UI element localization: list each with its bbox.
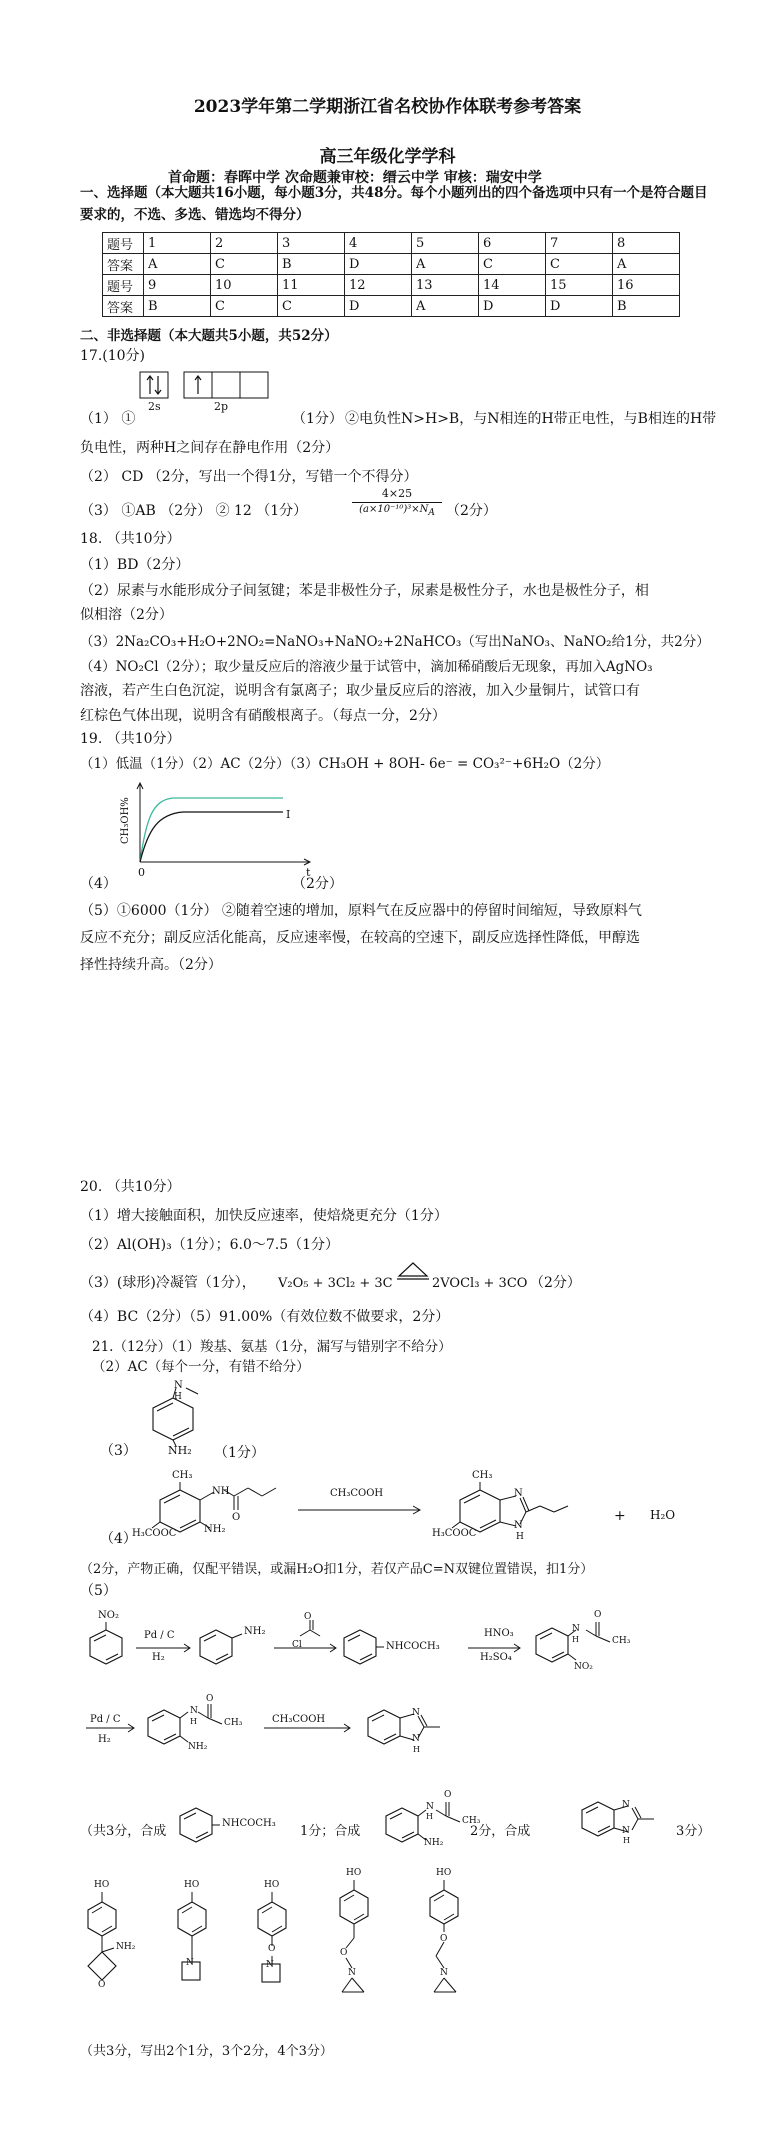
step5-top: CH₃COOH — [272, 1714, 326, 1725]
orbital-diagram — [140, 370, 280, 414]
cell: C — [479, 254, 546, 275]
synthesis-row-2 — [78, 1690, 498, 1770]
cell: D — [345, 254, 412, 275]
q21-p4-label: （4） — [100, 1531, 137, 1547]
credits-line: 首命题：春晖中学 次命题兼审校：缙云中学 审核：瑞安中学 — [168, 170, 542, 186]
nhcoch3-label: NHCOCH₃ — [222, 1818, 276, 1829]
score-b: 1分；合成 — [300, 1824, 361, 1839]
nh2-label: NH₂ — [188, 1742, 208, 1752]
q17-p2: （2） CD （2分，写出一个得1分，写错一个不得分） — [80, 469, 418, 485]
nh-label: N — [622, 1826, 630, 1836]
o-label: O — [304, 1612, 312, 1622]
cell: 6 — [479, 233, 546, 254]
q20-title: 20. （共10分） — [80, 1179, 181, 1195]
step4-top: Pd / C — [90, 1714, 121, 1725]
cell: 3 — [278, 233, 345, 254]
o-label: O — [268, 1944, 276, 1954]
row-label: 答案 — [103, 296, 144, 317]
cell: 16 — [613, 275, 680, 296]
h-label: H — [190, 1717, 197, 1726]
nh-label: NH — [212, 1486, 230, 1497]
nh-label: N — [412, 1734, 420, 1744]
nh2-label: NH₂ — [116, 1942, 136, 1952]
q17-frac-den-sub: A — [428, 508, 435, 518]
graph-y-label — [120, 745, 131, 844]
ho-label: HO — [94, 1880, 110, 1890]
score-a: （共3分，合成 — [80, 1824, 167, 1839]
q20-p1: （1）增大接触面积，加快反应速率，使焙烧更充分（1分） — [80, 1208, 448, 1224]
n-label: N — [348, 1968, 356, 1978]
cell: C — [278, 296, 345, 317]
h-label: H — [572, 1635, 579, 1644]
q19-p5c: 择性持续升高。（2分） — [80, 957, 222, 973]
table-row — [103, 275, 680, 296]
q19-p5a: （5）①6000（1分） ②随着空速的增加，原料气在反应器中的停留时间缩短，导致原料气 — [80, 903, 642, 919]
cell: 8 — [613, 233, 680, 254]
ch3-label: CH₃ — [472, 1470, 493, 1481]
n-label: N — [412, 1708, 420, 1718]
h-label: H — [174, 1392, 182, 1402]
n-label: N — [440, 1968, 448, 1978]
answer-table — [102, 232, 680, 317]
row-label: 题号 — [103, 233, 144, 254]
o-label: O — [440, 1934, 448, 1944]
cell: B — [278, 254, 345, 275]
q17-title: 17.(10分) — [80, 348, 146, 364]
ester-label: H₃COOC — [432, 1528, 477, 1539]
ho-label: HO — [346, 1868, 362, 1878]
q17-p1-c: 负电性，两种H之间存在静电作用（2分） — [80, 440, 340, 456]
ho-label: HO — [184, 1880, 200, 1890]
q20-eq-left: V₂O₅ + 3Cl₂ + 3C — [278, 1276, 393, 1291]
n-label: N — [622, 1800, 630, 1810]
step1-top: Pd / C — [144, 1630, 175, 1641]
q21-p3-label: （3） — [100, 1443, 137, 1459]
q19-p4-label: （4） — [80, 876, 117, 892]
q21-head: 21.（12分）（1）羧基、氨基（1分，漏写与错别字不给分） — [92, 1339, 452, 1355]
q17-p1-label: （1） ① — [80, 411, 136, 427]
q18-p4a: （4）NO₂Cl（2分）；取少量反应后的溶液少量于试管中，滴加稀硝酸后无现象，再加入AgNO₃ — [80, 659, 653, 675]
h-label: H — [426, 1812, 433, 1821]
cell: C — [211, 254, 278, 275]
q20-p4: （4）BC（2分）（5）91.00%（有效位数不做要求，2分） — [80, 1309, 450, 1325]
q17-frac-den — [352, 504, 442, 518]
q17-frac-num: 4×25 — [381, 487, 413, 500]
cell: D — [479, 296, 546, 317]
graph-y-label-text: CH₃OH% — [120, 797, 131, 844]
score-c: 2分，合成 — [470, 1824, 531, 1839]
score-d: 3分） — [676, 1824, 711, 1839]
q20-p3-label: （3）(球形)冷凝管（1分）， — [80, 1275, 256, 1291]
q19-p4-score: （2分） — [292, 876, 343, 892]
row-label: 题号 — [103, 275, 144, 296]
q17-p3: （3） ①AB （2分） ② 12 （1分） — [80, 503, 308, 519]
nh2-label: NH₂ — [204, 1524, 226, 1535]
nh-label: N — [514, 1520, 523, 1531]
step3-top: HNO₃ — [484, 1628, 514, 1639]
q21-p5-label: （5） — [80, 1583, 117, 1599]
cell: 11 — [278, 275, 345, 296]
cell: 12 — [345, 275, 412, 296]
cell: A — [412, 296, 479, 317]
section2-heading: 二、非选择题（本大题共5小题，共52分） — [80, 328, 338, 344]
q18-p4b: 溶液，若产生白色沉淀，说明含有氯离子；取少量反应后的溶液，加入少量铜片，试管口有 — [80, 683, 640, 699]
page-title: 2023学年第二学期浙江省名校协作体联考参考答案 — [193, 97, 582, 117]
o-label: O — [98, 1980, 106, 1990]
curve-new — [140, 798, 283, 862]
isomers-note: （共3分，写出2个1分，3个2分，4个3分） — [80, 2044, 333, 2059]
q20-p3-score: （2分） — [530, 1275, 581, 1291]
ch3-label: CH₃ — [172, 1470, 193, 1481]
nh-label-n: N — [174, 1380, 183, 1391]
cell: 15 — [546, 275, 613, 296]
table-row — [103, 254, 680, 275]
o-label: O — [340, 1948, 348, 1958]
page-subtitle: 高三年级化学学科 — [319, 147, 456, 167]
q18-p4c: 红棕色气体出现，说明含有硝酸根离子。（每点一分，2分） — [80, 708, 446, 724]
q17-frac-den-main: (a×10⁻¹⁰)³×N — [359, 504, 429, 515]
step3-bot: H₂SO₄ — [480, 1652, 512, 1663]
nh-label: N — [190, 1706, 198, 1716]
curve-I — [140, 812, 283, 862]
n-label: N — [266, 1960, 274, 1970]
ho-label: HO — [436, 1868, 452, 1878]
o-label: O — [206, 1694, 214, 1704]
reaction-arrow — [296, 1504, 426, 1516]
q17-p1-score: （1分） — [292, 411, 343, 427]
q21-p4-note: （2分，产物正确，仅配平错误，或漏H₂O扣1分，若仅产品C=N双键位置错误，扣1分） — [80, 1562, 594, 1577]
n-label: N — [514, 1488, 523, 1499]
nh2-label: NH₂ — [244, 1626, 266, 1637]
cell: 2 — [211, 233, 278, 254]
no2-label: NO₂ — [574, 1662, 593, 1672]
orbital-2s-label: 2s — [148, 400, 161, 413]
nh2-label: NH₂ — [424, 1838, 444, 1848]
cell: D — [345, 296, 412, 317]
cell: 10 — [211, 275, 278, 296]
cell: A — [412, 254, 479, 275]
table-row — [103, 233, 680, 254]
cell: 1 — [144, 233, 211, 254]
orbital-2p-label: 2p — [214, 400, 229, 413]
q19-title: 19. （共10分） — [80, 731, 181, 747]
graph-x-label: t — [306, 866, 311, 879]
cell: 9 — [144, 275, 211, 296]
nh-label: N — [572, 1624, 580, 1634]
q19-p1: （1）低温（1分）（2）AC（2分）（3）CH₃OH + 8OH- 6e⁻ = CO₃²⁻+6H₂O（2分） — [80, 756, 610, 772]
o-label: O — [594, 1610, 602, 1620]
ch3-label: CH₃ — [224, 1718, 243, 1728]
h-label: H — [516, 1532, 524, 1542]
arrow-reagent: CH₃COOH — [330, 1488, 384, 1499]
cell: B — [613, 296, 680, 317]
cell: D — [546, 296, 613, 317]
cell: C — [546, 254, 613, 275]
q20-eq-right: 2VOCl₃ + 3CO — [432, 1276, 528, 1291]
q19-graph — [118, 780, 318, 870]
cell: C — [211, 296, 278, 317]
row-label: 答案 — [103, 254, 144, 275]
cl-label: Cl — [292, 1640, 302, 1650]
section1-heading: 一、选择题（本大题共16小题，每小题3分，共48分。每个小题列出的四个备选项中只有一个是符合题目要求的，不选、多选、错选均不得分） — [80, 185, 708, 223]
ester-label: H₃COOC — [132, 1528, 177, 1539]
h-label: H — [413, 1745, 420, 1754]
acetanilide-label: NHCOCH₃ — [386, 1641, 440, 1652]
plus-sign: + — [614, 1508, 626, 1524]
cell: B — [144, 296, 211, 317]
ho-label: HO — [264, 1880, 280, 1890]
table-row — [103, 296, 680, 317]
q19-p5b: 反应不充分；副反应活化能高，反应速率慢，在较高的空速下，副反应选择性降低，甲醇选 — [80, 930, 640, 946]
q17-p1-b: ②电负性N>H>B，与N相连的H带正电性，与B相连的H带 — [345, 411, 717, 427]
cell: 7 — [546, 233, 613, 254]
no2-label: NO₂ — [98, 1610, 119, 1621]
cell: 14 — [479, 275, 546, 296]
q18-title: 18. （共10分） — [80, 531, 181, 547]
fraction-bar — [352, 502, 442, 503]
heating-symbol — [396, 1262, 430, 1280]
q18-p1: （1）BD（2分） — [80, 557, 190, 573]
graph-origin: 0 — [138, 866, 145, 879]
cell: A — [613, 254, 680, 275]
q20-p2: （2）Al(OH)₃（1分）；6.0～7.5（1分） — [80, 1237, 340, 1253]
water-label: H₂O — [650, 1508, 676, 1522]
h-label: H — [623, 1836, 630, 1845]
n-label: N — [186, 1958, 194, 1968]
nh2-label: NH₂ — [168, 1444, 192, 1457]
step1-bot: H₂ — [152, 1652, 165, 1663]
q17-p3-score: （2分） — [446, 503, 497, 519]
ch3-label: CH₃ — [462, 1816, 481, 1826]
cell: 4 — [345, 233, 412, 254]
nh-label — [174, 1380, 183, 1391]
cell: 13 — [412, 275, 479, 296]
step4-bot: H₂ — [98, 1734, 111, 1745]
cell: A — [144, 254, 211, 275]
graph-curve-label: I — [286, 808, 291, 821]
ch3-label: CH₃ — [612, 1636, 631, 1646]
q18-p3: （3）2Na₂CO₃+H₂O+2NO₂=NaNO₃+NaNO₂+2NaHCO₃（写出NaNO₃、NaNO₂给1分，共2分） — [80, 634, 710, 650]
cell: 5 — [412, 233, 479, 254]
q21-p3-score: （1分） — [214, 1445, 265, 1461]
q18-p2b: 似相溶（2分） — [80, 607, 173, 623]
n-label: N — [426, 1802, 434, 1812]
q21-p2: （2）AC（每个一分，有错不给分） — [92, 1359, 310, 1375]
o-label: O — [444, 1790, 452, 1800]
o-label: O — [232, 1512, 241, 1523]
q18-p2a: （2）尿素与水能形成分子间氢键；苯是非极性分子，尿素是极性分子，水也是极性分子，相 — [80, 583, 649, 599]
